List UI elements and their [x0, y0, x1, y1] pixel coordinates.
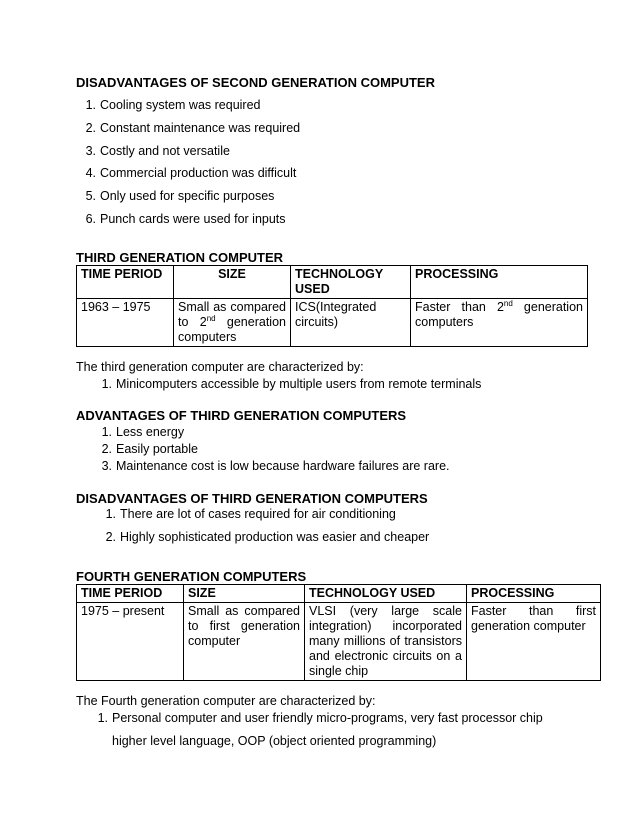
list-item-text: Costly and not versatile	[100, 144, 230, 158]
table-header-cell: TIME PERIOD	[77, 266, 174, 299]
third-gen-table	[76, 265, 588, 347]
table-row	[77, 299, 588, 347]
list-item-text: Highly sophisticated production was easier and cheaper	[120, 530, 430, 544]
list-item-text: There are lot of cases required for air conditioning	[120, 507, 396, 521]
list-item: 1. There are lot of cases required for air conditioning	[105, 507, 396, 521]
table-cell: 1975 – present	[77, 603, 184, 681]
list-item-text: Personal computer and user friendly micro-programs, very fast processor chip	[112, 711, 543, 725]
table-header-cell: TECHNOLOGY USED	[291, 266, 411, 299]
section-heading-second-gen-disadvantages: DISADVANTAGES OF SECOND GENERATION COMPUTER	[76, 75, 435, 90]
list-item: 1. Personal computer and user friendly micro-programs, very fast processor chip	[97, 711, 543, 725]
list-item-text: Maintenance cost is low because hardware failures are rare.	[116, 459, 450, 473]
paragraph-text: The Fourth generation computer are characterized by:	[76, 694, 376, 708]
list-item: 3. Costly and not versatile	[85, 144, 230, 158]
list-item-text: Cooling system was required	[100, 98, 261, 112]
list-item-text: Commercial production was difficult	[100, 166, 297, 180]
table-cell: Faster than 2nd generation computers	[411, 299, 588, 347]
table-header-cell: PROCESSING	[467, 585, 601, 603]
list-item: 1. Minicomputers accessible by multiple users from remote terminals	[101, 377, 482, 391]
list-item-text: Easily portable	[116, 442, 198, 456]
table-cell: Small as compared to first generation computer	[184, 603, 305, 681]
fourth-gen-table	[76, 584, 601, 681]
table-cell: VLSI (very large scale integration) incorporated many millions of transistors and electronic circuits on a single chip	[305, 603, 467, 681]
list-item: 3. Maintenance cost is low because hardware failures are rare.	[101, 459, 450, 473]
section-heading-third-gen: THIRD GENERATION COMPUTER	[76, 250, 284, 265]
table-header-row	[77, 585, 601, 603]
table-header-row	[77, 266, 588, 299]
list-item: 1. Cooling system was required	[85, 98, 261, 112]
paragraph-text: The third generation computer are characterized by:	[76, 360, 364, 374]
list-item-text: Punch cards were used for inputs	[100, 212, 286, 226]
table-header-cell: PROCESSING	[411, 266, 588, 299]
list-item-text: Minicomputers accessible by multiple users from remote terminals	[116, 377, 482, 391]
list-item: 2. Constant maintenance was required	[85, 121, 301, 135]
list-item: 2. Highly sophisticated production was easier and cheaper	[105, 530, 430, 544]
section-heading-fourth-gen: FOURTH GENERATION COMPUTERS	[76, 569, 307, 584]
table-cell: 1963 – 1975	[77, 299, 174, 347]
section-heading-third-gen-disadvantages: DISADVANTAGES OF THIRD GENERATION COMPUTERS	[76, 491, 428, 506]
section-heading-third-gen-advantages: ADVANTAGES OF THIRD GENERATION COMPUTERS	[76, 408, 407, 423]
list-item-text: Constant maintenance was required	[100, 121, 301, 135]
list-item-text: Less energy	[116, 425, 185, 439]
list-item-continuation: higher level language, OOP (object oriented programming)	[112, 734, 437, 748]
list-item: 5. Only used for specific purposes	[85, 189, 275, 203]
table-header-cell: TECHNOLOGY USED	[305, 585, 467, 603]
table-cell: Faster than first generation computer	[467, 603, 601, 681]
table-header-cell: TIME PERIOD	[77, 585, 184, 603]
list-item-text: Only used for specific purposes	[100, 189, 275, 203]
table-cell: Small as compared to 2nd generation computers	[174, 299, 291, 347]
table-row	[77, 603, 601, 681]
table-cell: ICS(Integrated circuits)	[291, 299, 411, 347]
list-item: 4. Commercial production was difficult	[85, 166, 297, 180]
list-item: 2. Easily portable	[101, 442, 198, 456]
table-header-cell: SIZE	[184, 585, 305, 603]
list-item: 1. Less energy	[101, 425, 185, 439]
table-header-cell: SIZE	[174, 266, 291, 299]
list-item: 6. Punch cards were used for inputs	[85, 212, 286, 226]
